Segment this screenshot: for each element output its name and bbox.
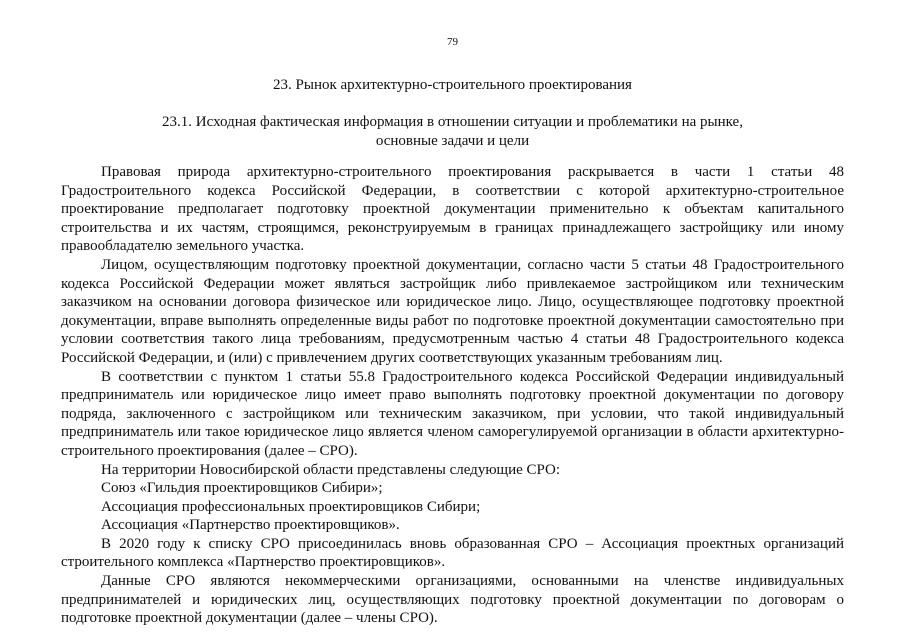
paragraph-sro-requirement: В соответствии с пунктом 1 статьи 55.8 Градостроительного кодекса Российской Федерации индивидуальный предприниматель или юридическое лицо имеет право выполнять подготовку проектной документации по договору подряда, заключенного с застройщиком или техническим заказчиком, при условии, что такой индивидуальный предприниматель или такое юридическое лицо является членом саморегулируемой организации в области архитектурно-строительного проектирования (далее – СРО). [61, 368, 844, 459]
page-number: 79 [447, 36, 458, 48]
subsection-title-line-1: 23.1. Исходная фактическая информация в отношении ситуации и проблематики на рынке, [162, 114, 743, 130]
paragraph-sro-list-intro: На территории Новосибирской области представлены следующие СРО: [101, 461, 561, 478]
body-text [61, 163, 844, 628]
section-title: 23. Рынок архитектурно-строительного проектирования [273, 77, 632, 93]
list-item-sro-3: Ассоциация «Партнерство проектировщиков». [101, 517, 400, 534]
paragraph-sro-members: Данные СРО являются некоммерческими организациями, основанными на членстве индивидуальных предпринимателей и юридических лиц, осуществляющих подготовку проектной документации по договорам о подготовке проектной документации (далее – члены СРО). [61, 573, 844, 627]
list-item-sro-2: Ассоциация профессиональных проектировщиков Сибири; [101, 498, 481, 515]
paragraph-new-sro: В 2020 году к списку СРО присоединилась вновь образованная СРО – Ассоциация проектных организаций строительного комплекса «Партнерство проектировщиков». [61, 535, 844, 571]
subsection-title-line-2: основные задачи и цели [375, 133, 530, 149]
paragraph-legal-nature: Правовая природа архитектурно-строительного проектирования раскрывается в части 1 статьи 48 Градостроительного кодекса Российской Федерации, в соответствии с которой архитектурно-строительное проектирование предполагает подготовку проектной документации применительно к объектам капитального строительства и их частям, строящимся, реконструируемым в границах принадлежащего застройщику или иному правообладателю земельного участка. [61, 164, 844, 255]
subsection-title [0, 113, 905, 151]
paragraph-preparer: Лицом, осуществляющим подготовку проектной документации, согласно части 5 статьи 48 Градостроительного кодекса Российской Федерации может являться застройщик либо привлекаемое застройщиком или техническим заказчиком на основании договора физическое или юридическое лицо. Лицо, осуществляющее подготовку проектной документации, вправе выполнять определенные виды работ по подготовке проектной документации самостоятельно при условии соответствия такого лица требованиям, предусмотренным частью 4 статьи 48 Градостроительного кодекса Российской Федерации, и (или) с привлечением других соответствующих указанным требованиям лиц. [61, 256, 844, 366]
list-item-sro-1: Союз «Гильдия проектировщиков Сибири»; [101, 480, 383, 497]
